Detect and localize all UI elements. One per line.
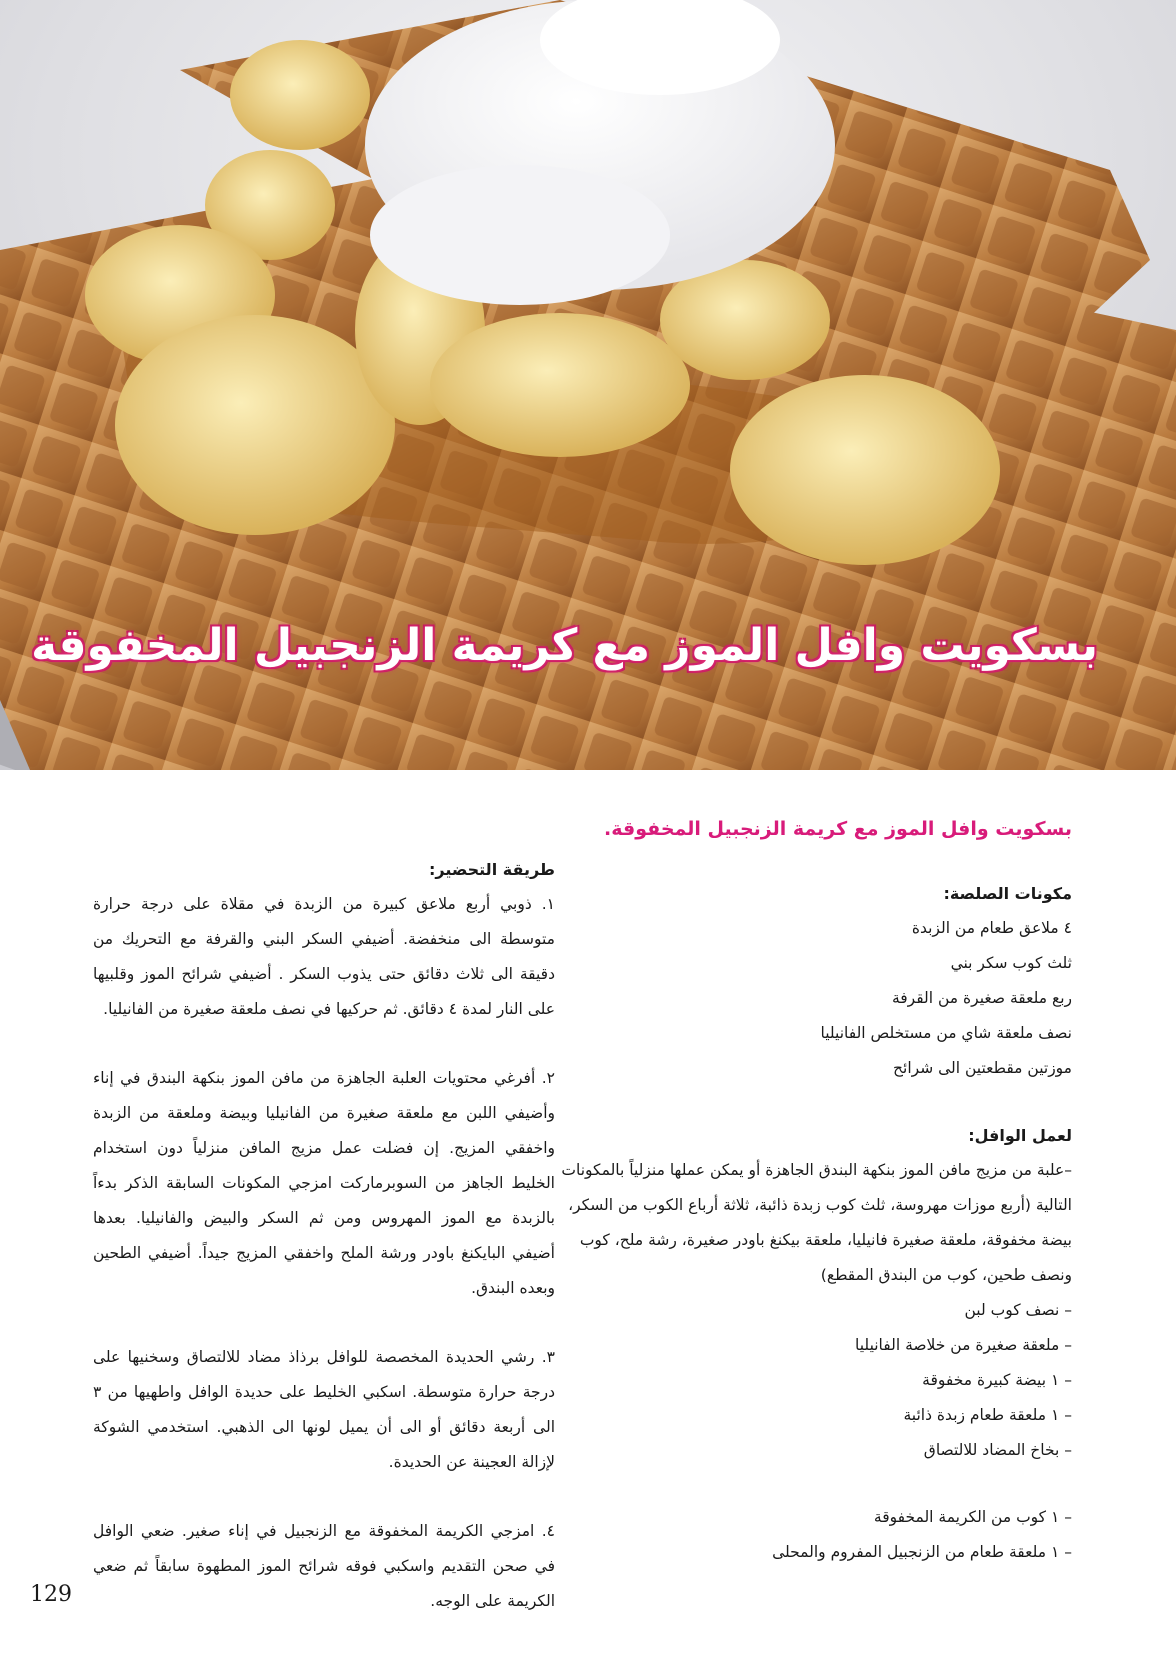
- waffle-item: – بخاخ المضاد للالتصاق: [923, 1441, 1072, 1459]
- sauce-item: ثلث كوب سكر بني: [950, 954, 1072, 972]
- method-step: ١. ذوبي أربع ملاعق كبيرة من الزبدة في مقلاة على درجة حرارة متوسطة الى منخفضة. أضيفي السكر البني والقرفة مع التحريك من دقيقة الى ثلاث دقائق حتى يذوب السكر . أضيفي شرائح الموز وقلبيها على النار لمدة ٤ دقائق. ثم حركيها في نصف ملعقة صغيرة من الفانيليا.: [93, 895, 555, 1018]
- hero-photo: [0, 0, 1176, 770]
- waffle-mix-text: –علبة من مزيج مافن الموز بنكهة البندق الجاهزة أو يمكن عملها منزلياً بالمكونات التالية (أربع موزات مهروسة، ثلث كوب زبدة ذائبة، ثلاثة أرباع الكوب من السكر، بيضة مخفوقة، ملعقة صغيرة فانيليا، ملعقة بيكنغ باودر صغيرة، رشة ملح، كوب ونصف طحين، كوب من البندق المقطع): [561, 1161, 1072, 1284]
- method-step: ٢. أفرغي محتويات العلبة الجاهزة من مافن الموز بنكهة البندق في إناء وأضيفي اللبن مع ملعقة صغيرة من الفانيليا وبيضة وملعقة من الزبدة واخفقي المزيج. إن فضلت عمل مزيج المافن منزلياً دون استخدام الخليط الجاهز من السوبرماركت امزجي المكونات السابقة الذكر بدءاً بالزبدة مع الموز المهروس ومن ثم السكر والبيض والفانيليا. بعدها أضيفي البايكنغ باودر ورشة الملح واخفقي المزيج جيداً. أضيفي الطحين وبعده البندق.: [93, 1069, 555, 1297]
- cream-item: – ١ كوب من الكريمة المخفوقة: [873, 1508, 1072, 1526]
- recipe-subtitle: بسكويت وافل الموز مع كريمة الزنجبيل المخفوقة.: [604, 818, 1072, 840]
- sauce-item: ٤ ملاعق طعام من الزبدة: [911, 919, 1072, 937]
- cream-item: – ١ ملعقة طعام من الزنجبيل المفروم والمحلى: [772, 1543, 1072, 1561]
- waffle-heading: لعمل الوافل:: [968, 1126, 1072, 1145]
- method-step: ٤. امزجي الكريمة المخفوقة مع الزنجبيل في إناء صغير. ضعي الوافل في صحن التقديم واسكبي فوقه شرائح الموز المطهوة سابقاً ثم ضعي الكريمة على الوجه.: [93, 1522, 555, 1610]
- hero-title: بسكويت وافل الموز مع كريمة الزنجبيل المخفوقة: [31, 620, 1098, 671]
- method-column: [93, 852, 555, 1653]
- ingredients-column: [552, 812, 1072, 1570]
- waffle-item: – ١ ملعقة طعام زبدة ذائبة: [903, 1406, 1072, 1424]
- waffle-item: – ملعقة صغيرة من خلاصة الفانيليا: [855, 1336, 1072, 1354]
- sauce-item: ربع ملعقة صغيرة من القرفة: [891, 989, 1072, 1007]
- method-step: ٣. رشي الحديدة المخصصة للوافل برذاذ مضاد للالتصاق وسخنيها على درجة حرارة متوسطة. اسكبي الخليط على حديدة الوافل واطهيها من ٣ الى أربعة دقائق أو الى أن يميل لونها الى الذهبي. استخدمي الشوكة لإزالة العجينة عن الحديدة.: [93, 1348, 555, 1471]
- sauce-item: موزتين مقطعتين الى شرائح: [893, 1059, 1072, 1077]
- method-heading: طريقة التحضير:: [428, 860, 555, 879]
- waffle-item: – نصف كوب لبن: [964, 1301, 1072, 1319]
- sauce-heading: مكونات الصلصة:: [943, 884, 1072, 903]
- sauce-item: نصف ملعقة شاي من مستخلص الفانيليا: [820, 1024, 1072, 1042]
- waffle-item: – ١ بيضة كبيرة مخفوقة: [922, 1371, 1072, 1389]
- page-number: 129: [30, 1582, 72, 1607]
